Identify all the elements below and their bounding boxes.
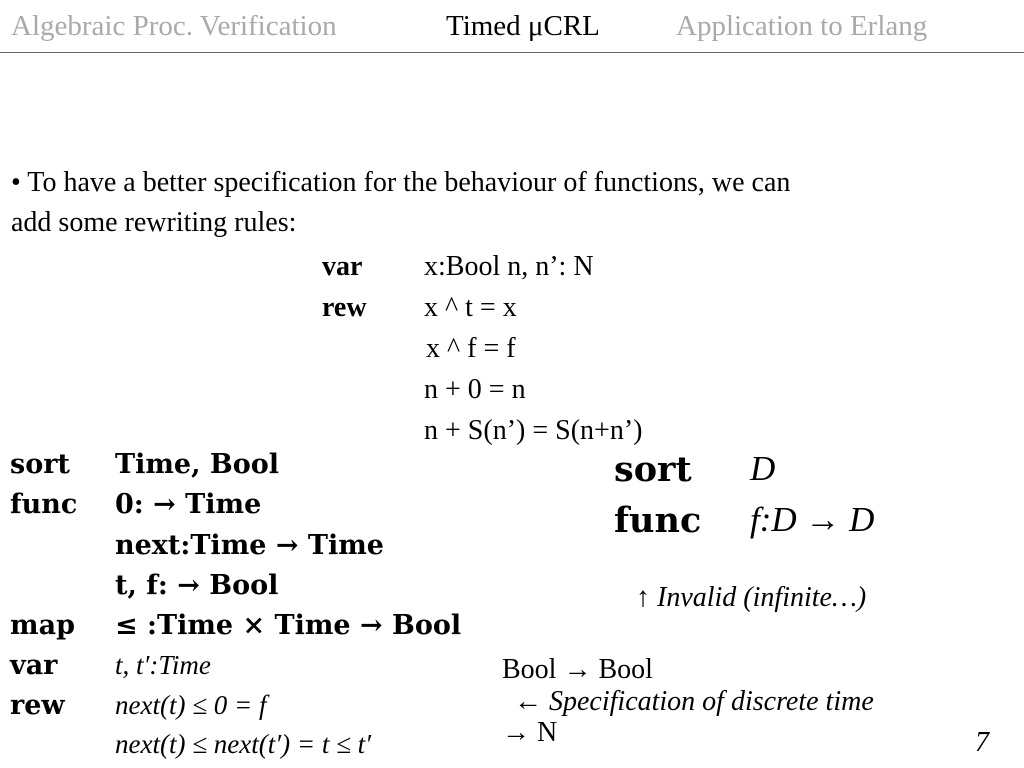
time-map-keyword: map (10, 610, 75, 641)
rules-equation-1: x ^ t = x (424, 292, 517, 323)
rules-equation-2: x ^ f = f (426, 333, 516, 364)
invalid-annotation: ↑ Invalid (infinite…) (636, 582, 867, 613)
intro-line-2: add some rewriting rules: (11, 207, 297, 238)
time-rew-keyword: rew (10, 690, 65, 721)
rules-rew-keyword: rew (322, 292, 367, 323)
time-rew-equation-1: next(t) ≤ 0 = f (115, 690, 267, 720)
rules-var-keyword: var (322, 251, 363, 282)
time-var-value: t, t′:Time (115, 650, 211, 680)
nav-algebraic-proc-verification: Algebraic Proc. Verification (11, 10, 337, 42)
d-func-value: f:D → D (750, 500, 875, 539)
rules-equation-3: n + 0 = n (424, 374, 526, 405)
rules-equation-4: n + S(n’) = S(n+n’) (424, 415, 643, 446)
time-func-true-false: t, f: → Bool (115, 570, 279, 601)
intro-line-1: • To have a better specification for the behaviour of functions, we can (11, 167, 791, 198)
d-func-keyword: func (614, 500, 702, 541)
time-func-keyword: func (10, 489, 78, 520)
d-sort-keyword: sort (614, 449, 692, 490)
nav-application-to-erlang: Application to Erlang (676, 10, 928, 42)
time-func-next: next:Time → Time (115, 530, 384, 561)
header-rule (0, 52, 1024, 53)
bool-to-bool-annotation: Bool → Bool (502, 654, 653, 685)
d-sort-value: D (750, 449, 776, 488)
time-sort-value: Time, Bool (115, 449, 279, 480)
rules-var-declaration: x:Bool n, n’: N (424, 251, 594, 282)
time-func-zero: 0: → Time (115, 489, 262, 520)
time-sort-keyword: sort (10, 449, 70, 480)
time-map-leq: ≤ :Time × Time → Bool (115, 610, 462, 641)
nav-timed-mucrl: Timed μCRL (446, 10, 600, 42)
time-var-keyword: var (10, 650, 58, 681)
to-n-annotation: → N (502, 717, 558, 748)
time-rew-equation-2: next(t) ≤ next(t′) = t ≤ t′ (115, 729, 372, 759)
page-number: 7 (975, 727, 989, 758)
discrete-time-annotation: ← Specification of discrete time (514, 686, 874, 717)
